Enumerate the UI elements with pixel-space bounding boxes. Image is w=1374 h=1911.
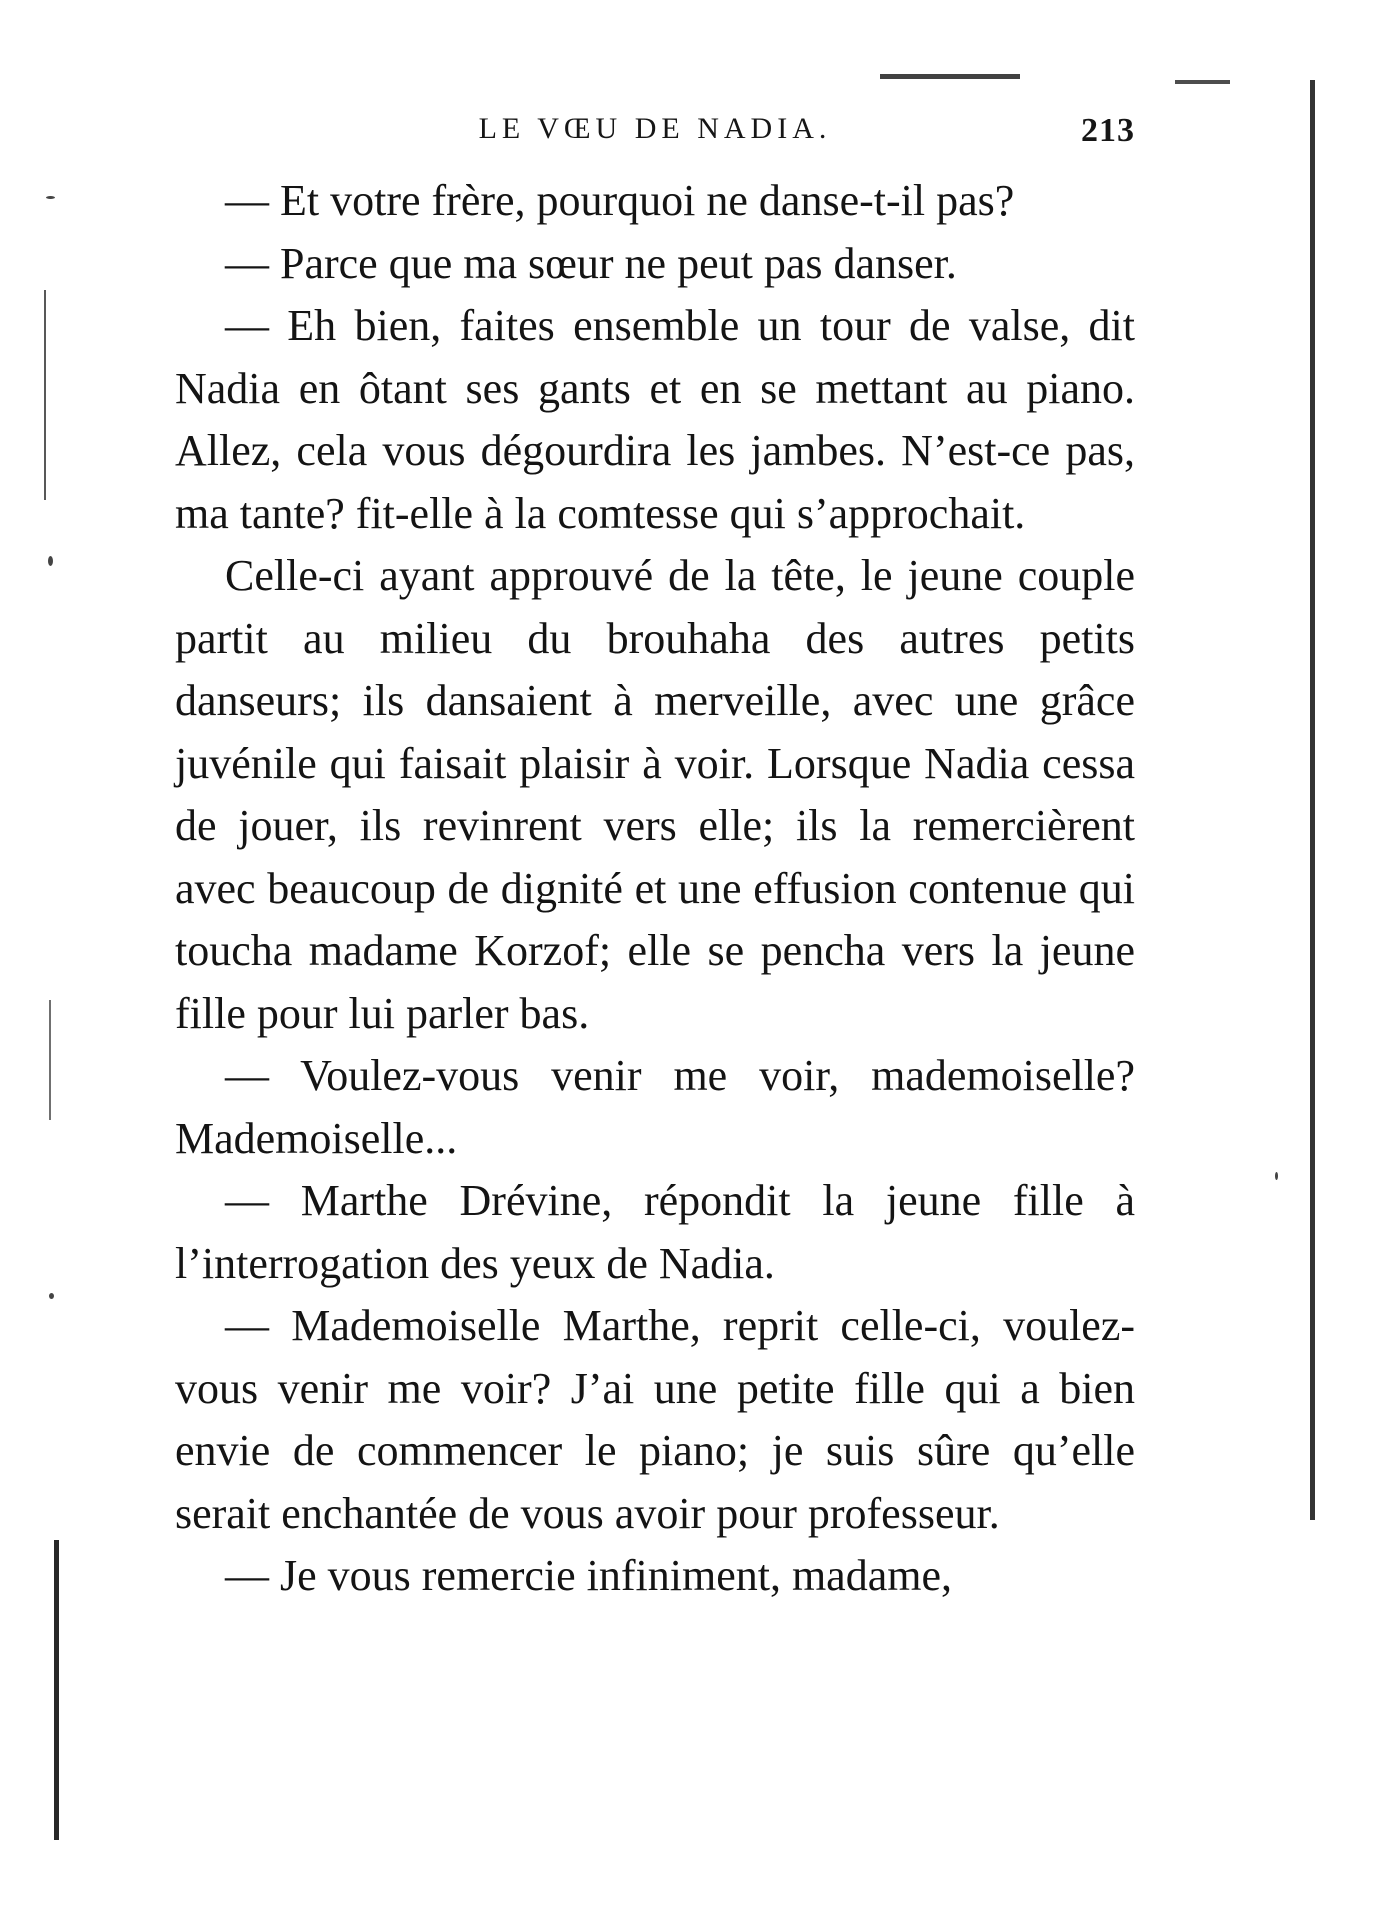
scan-speck <box>48 556 53 566</box>
running-title: LE VŒU DE NADIA. <box>478 112 832 145</box>
paragraph: — Parce que ma sœur ne peut pas danser. <box>225 238 957 288</box>
page-number: 213 <box>1081 112 1135 149</box>
paragraph: Celle-ci ayant approuvé de la tête, le jeune couple partit au milieu du brouhaha des autres petits danseurs; ils dansaient à merveille, avec une grâce juvénile qui faisait plaisir à voir. Lorsque Nadia cessa de jouer, ils revinrent vers elle; ils la remercièrent avec beaucoup de dignité et une effusion contenue qui toucha madame Korzof; elle se pencha vers la jeune fille pour lui parler bas. <box>175 551 1135 1038</box>
paragraph: — Je vous remercie infiniment, madame, <box>225 1551 952 1600</box>
left-edge-line-top <box>44 290 46 500</box>
scan-speck <box>49 1293 54 1299</box>
running-header <box>175 112 1135 160</box>
paragraph: — Marthe Drévine, répondit la jeune fille à l’interrogation des yeux de Nadia. <box>175 1176 1135 1288</box>
scan-speck <box>46 196 55 199</box>
scan-speck <box>1275 1172 1278 1180</box>
body-text <box>175 170 1135 1608</box>
paragraph: — Et votre frère, pourquoi ne danse-t-il pas? <box>225 176 1015 225</box>
paragraph: — Voulez-vous venir me voir, mademoiselle? Mademoiselle... <box>175 1051 1135 1163</box>
left-edge-line-middle <box>49 1000 51 1120</box>
top-right-scan-mark <box>1175 80 1230 84</box>
right-edge-shadow <box>1310 80 1315 1520</box>
paragraph: — Eh bien, faites ensemble un tour de valse, dit Nadia en ôtant ses gants et en se mettant au piano. Allez, cela vous dégourdira les jambes. N’est-ce pas, ma tante? fit-elle à la comtesse qui s’approchait. <box>175 301 1135 538</box>
left-edge-line-bottom <box>54 1540 59 1840</box>
top-center-scan-mark <box>880 74 1020 79</box>
paragraph: — Mademoiselle Marthe, reprit celle-ci, voulez-vous venir me voir? J’ai une petite fille qui a bien envie de commencer le piano; je suis sûre qu’elle serait enchantée de vous avoir pour professeur. <box>175 1301 1135 1538</box>
